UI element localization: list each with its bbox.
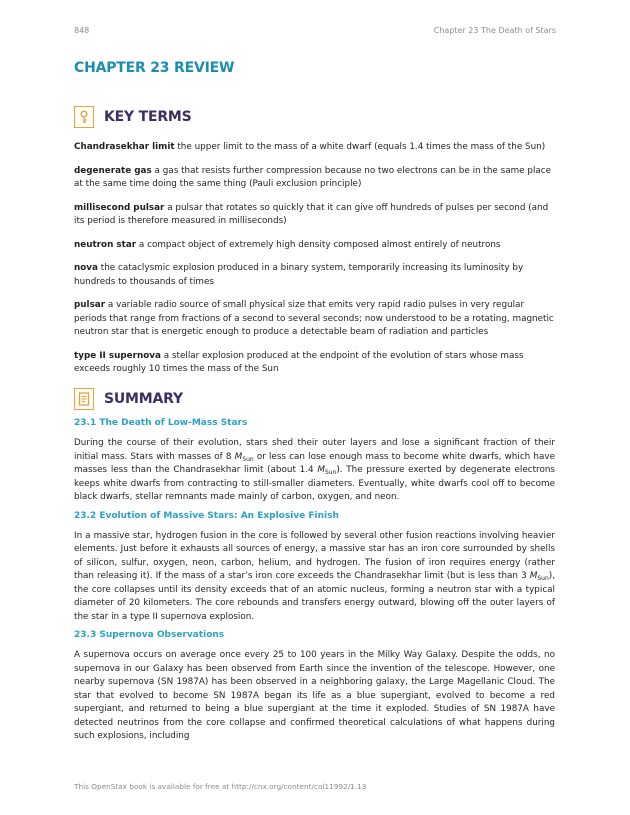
text-span: In a massive star, hydrogen fusion in the core is followed by several other fusion reactions involving heavier elements. Just before it exhausts all sources of energy, a massive star has an iron core surrounded by shells of silicon, sulfur, oxygen, neon, carbon, helium, and hydrogen. The fusion of iron requires energy (rather than releasing it). If the mass of a star’s iron core exceeds the Chandrasekhar limit (but is less than 3 (74, 530, 555, 581)
definition: the cataclysmic explosion produced in a binary system, temporarily increasing its luminosity by hundreds to thousands of times (74, 263, 524, 287)
definition: the upper limit to the mass of a white dwarf (equals 1.4 times the mass of the Sun) (174, 142, 546, 152)
msun-sub: Sun (324, 469, 337, 476)
definition: a stellar explosion produced at the endpoint of the evolution of stars whose mass exceeds roughly 10 times the mass of the Sun (74, 350, 524, 374)
summary-subheading: 23.3 Supernova Observations (74, 630, 225, 640)
definition: a gas that resists further compression because no two electrons can be in the same place at the same time doing the same thing (Pauli exclusion principle) (74, 165, 552, 189)
msun-sub: Sun (242, 455, 254, 463)
term: nova (74, 263, 98, 273)
text-span: During the course of their evolution, stars shed their outer layers and lose a significant fraction of their initial mass. Stars with masses of 8 (74, 438, 555, 462)
chapter-running-title: Chapter 23 The Death of Stars (433, 26, 556, 35)
text-span: ), the core collapses until its density exceeds that of an atomic nucleus, forming a neutron star with a typical diameter of 20 kilometers. The core rebounds and transfers energy outward, blowing off the outer layers of the star in a type II supernova explosion. (74, 571, 555, 622)
list-item (74, 239, 555, 253)
list-item (74, 262, 555, 289)
msun-sub: Sun (537, 575, 549, 582)
list-item (74, 141, 555, 155)
key-terms-heading (74, 105, 192, 129)
summary-paragraph: A supernova occurs on average once every 25 to 100 years in the Milky Way Galaxy. Despite the odds, no supernova in our Galaxy has been observed from Earth since the invention of the telescope. However, one nearby supernova (SN 1987A) has been observed in a neighboring galaxy, the Large Magellanic Cloud. The star that evolved to become SN 1987A began its life as a blue supergiant, evolved to become a red supergiant, and returned to being a blue supergiant at the time it exploded. Studies of SN 1987A have detected neutrinos from the core collapse and confirmed theoretical calculations of what happens during such explosions, including (74, 650, 555, 741)
definition: a variable radio source of small physical size that emits very rapid radio pulses in very regular periods that range from fractions of a second to several seconds; now understood to be a rotating, magnetic neutron star that is energetic enough to produce a detectable beam of radiation and particles (74, 300, 554, 337)
term: pulsar (74, 300, 106, 310)
summary-subheading: 23.1 The Death of Low-Mass Stars (74, 418, 248, 428)
summary-heading (74, 387, 183, 411)
list-item (74, 202, 555, 229)
page-number: 848 (74, 26, 90, 35)
msun-m: M (317, 465, 325, 475)
term: neutron star (74, 239, 137, 250)
summary-subheading: 23.2 Evolution of Massive Stars: An Explosive Finish (74, 510, 339, 521)
summary-body (74, 417, 555, 749)
document-icon (74, 388, 94, 410)
solar-mass-symbol (317, 465, 325, 475)
term: Chandrasekhar limit (74, 142, 175, 152)
page-footer: This OpenStax book is available for free at http://cnx.org/content/col11992/1.13 (74, 782, 367, 791)
msun-m: M (529, 571, 538, 581)
msun-m: M (234, 451, 243, 462)
summary-paragraph (74, 437, 555, 505)
term: degenerate gas (74, 165, 152, 176)
list-item (74, 350, 555, 377)
term: type II supernova (74, 350, 161, 361)
list-item (74, 165, 555, 192)
key-terms-list (74, 141, 555, 387)
list-item (74, 299, 555, 340)
text-span: ). The pressure exerted by degenerate electrons keeps white dwarfs from contracting to still-smaller diameters. Eventually, white dwarfs cool off to become black dwarfs, stellar remnants made mainly of carbon, oxygen, and neon. (74, 465, 556, 502)
key-terms-title: KEY TERMS (104, 109, 192, 125)
summary-title: SUMMARY (104, 391, 183, 407)
key-icon (74, 106, 94, 128)
text-span: or less can lose enough mass to become white dwarfs, which have masses less than the Chandrasekhar limit (about 1.4 (74, 451, 555, 475)
definition: a compact object of extremely high density composed almost entirely of neutrons (136, 239, 501, 250)
running-header (74, 26, 556, 38)
term: millisecond pulsar (74, 202, 165, 213)
definition: a pulsar that rotates so quickly that it can give off hundreds of pulses per second (and its period is therefore measured in milliseconds) (74, 202, 549, 226)
summary-paragraph (74, 530, 555, 625)
chapter-review-title: CHAPTER 23 REVIEW (74, 60, 235, 76)
